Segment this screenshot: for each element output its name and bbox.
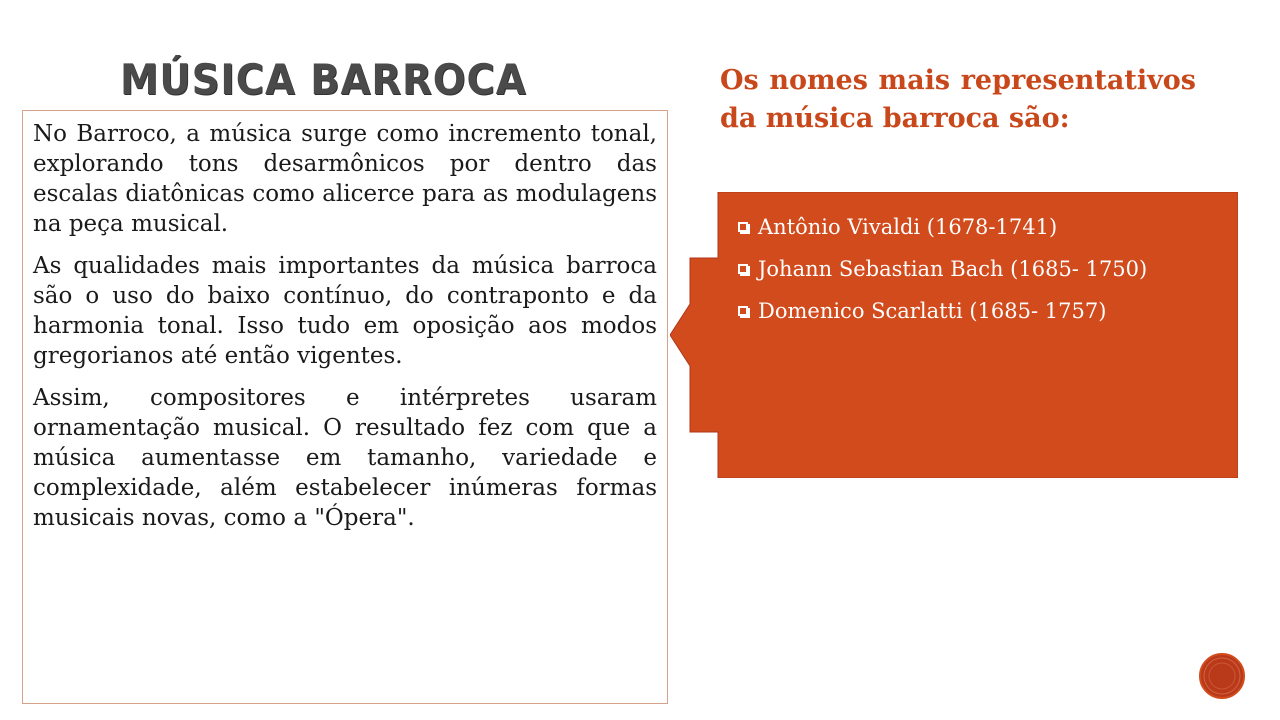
composer-item-bach	[738, 254, 1224, 284]
square-bullet-icon	[738, 306, 748, 316]
body-text-box	[22, 110, 668, 704]
body-paragraph-2: As qualidades mais importantes da música barroca são o uso do baixo contínuo, do contraponto e da harmonia tonal. Isso tudo em oposição aos modos gregorianos até então vigentes.	[33, 253, 657, 369]
body-paragraph-3: Assim, compositores e intérpretes usaram ornamentação musical. O resultado fez com que a música aumentasse em tamanho, variedade e complexidade, além estabelecer inúmeras formas musicais novas, como a "Ópera".	[33, 385, 657, 531]
square-bullet-icon	[738, 222, 748, 232]
composer-item-scarlatti	[738, 296, 1224, 326]
body-paragraph-1: No Barroco, a música surge como incremento tonal, explorando tons desarmônicos por dentro das escalas diatônicas como alicerce para as modulagens na peça musical.	[33, 121, 657, 237]
composers-heading: Os nomes mais representativos da música barroca são:	[720, 65, 1196, 134]
composer-label: Antônio Vivaldi (1678-1741)	[758, 215, 1058, 239]
slide-title: MÚSICA BARROCA	[120, 55, 527, 104]
composer-item-vivaldi	[738, 212, 1224, 242]
slide-number-circle-icon	[1198, 652, 1246, 700]
composer-list	[738, 212, 1224, 338]
square-bullet-icon	[738, 264, 748, 274]
composer-label: Domenico Scarlatti (1685- 1757)	[758, 299, 1107, 323]
composer-label: Johann Sebastian Bach (1685- 1750)	[758, 257, 1148, 281]
